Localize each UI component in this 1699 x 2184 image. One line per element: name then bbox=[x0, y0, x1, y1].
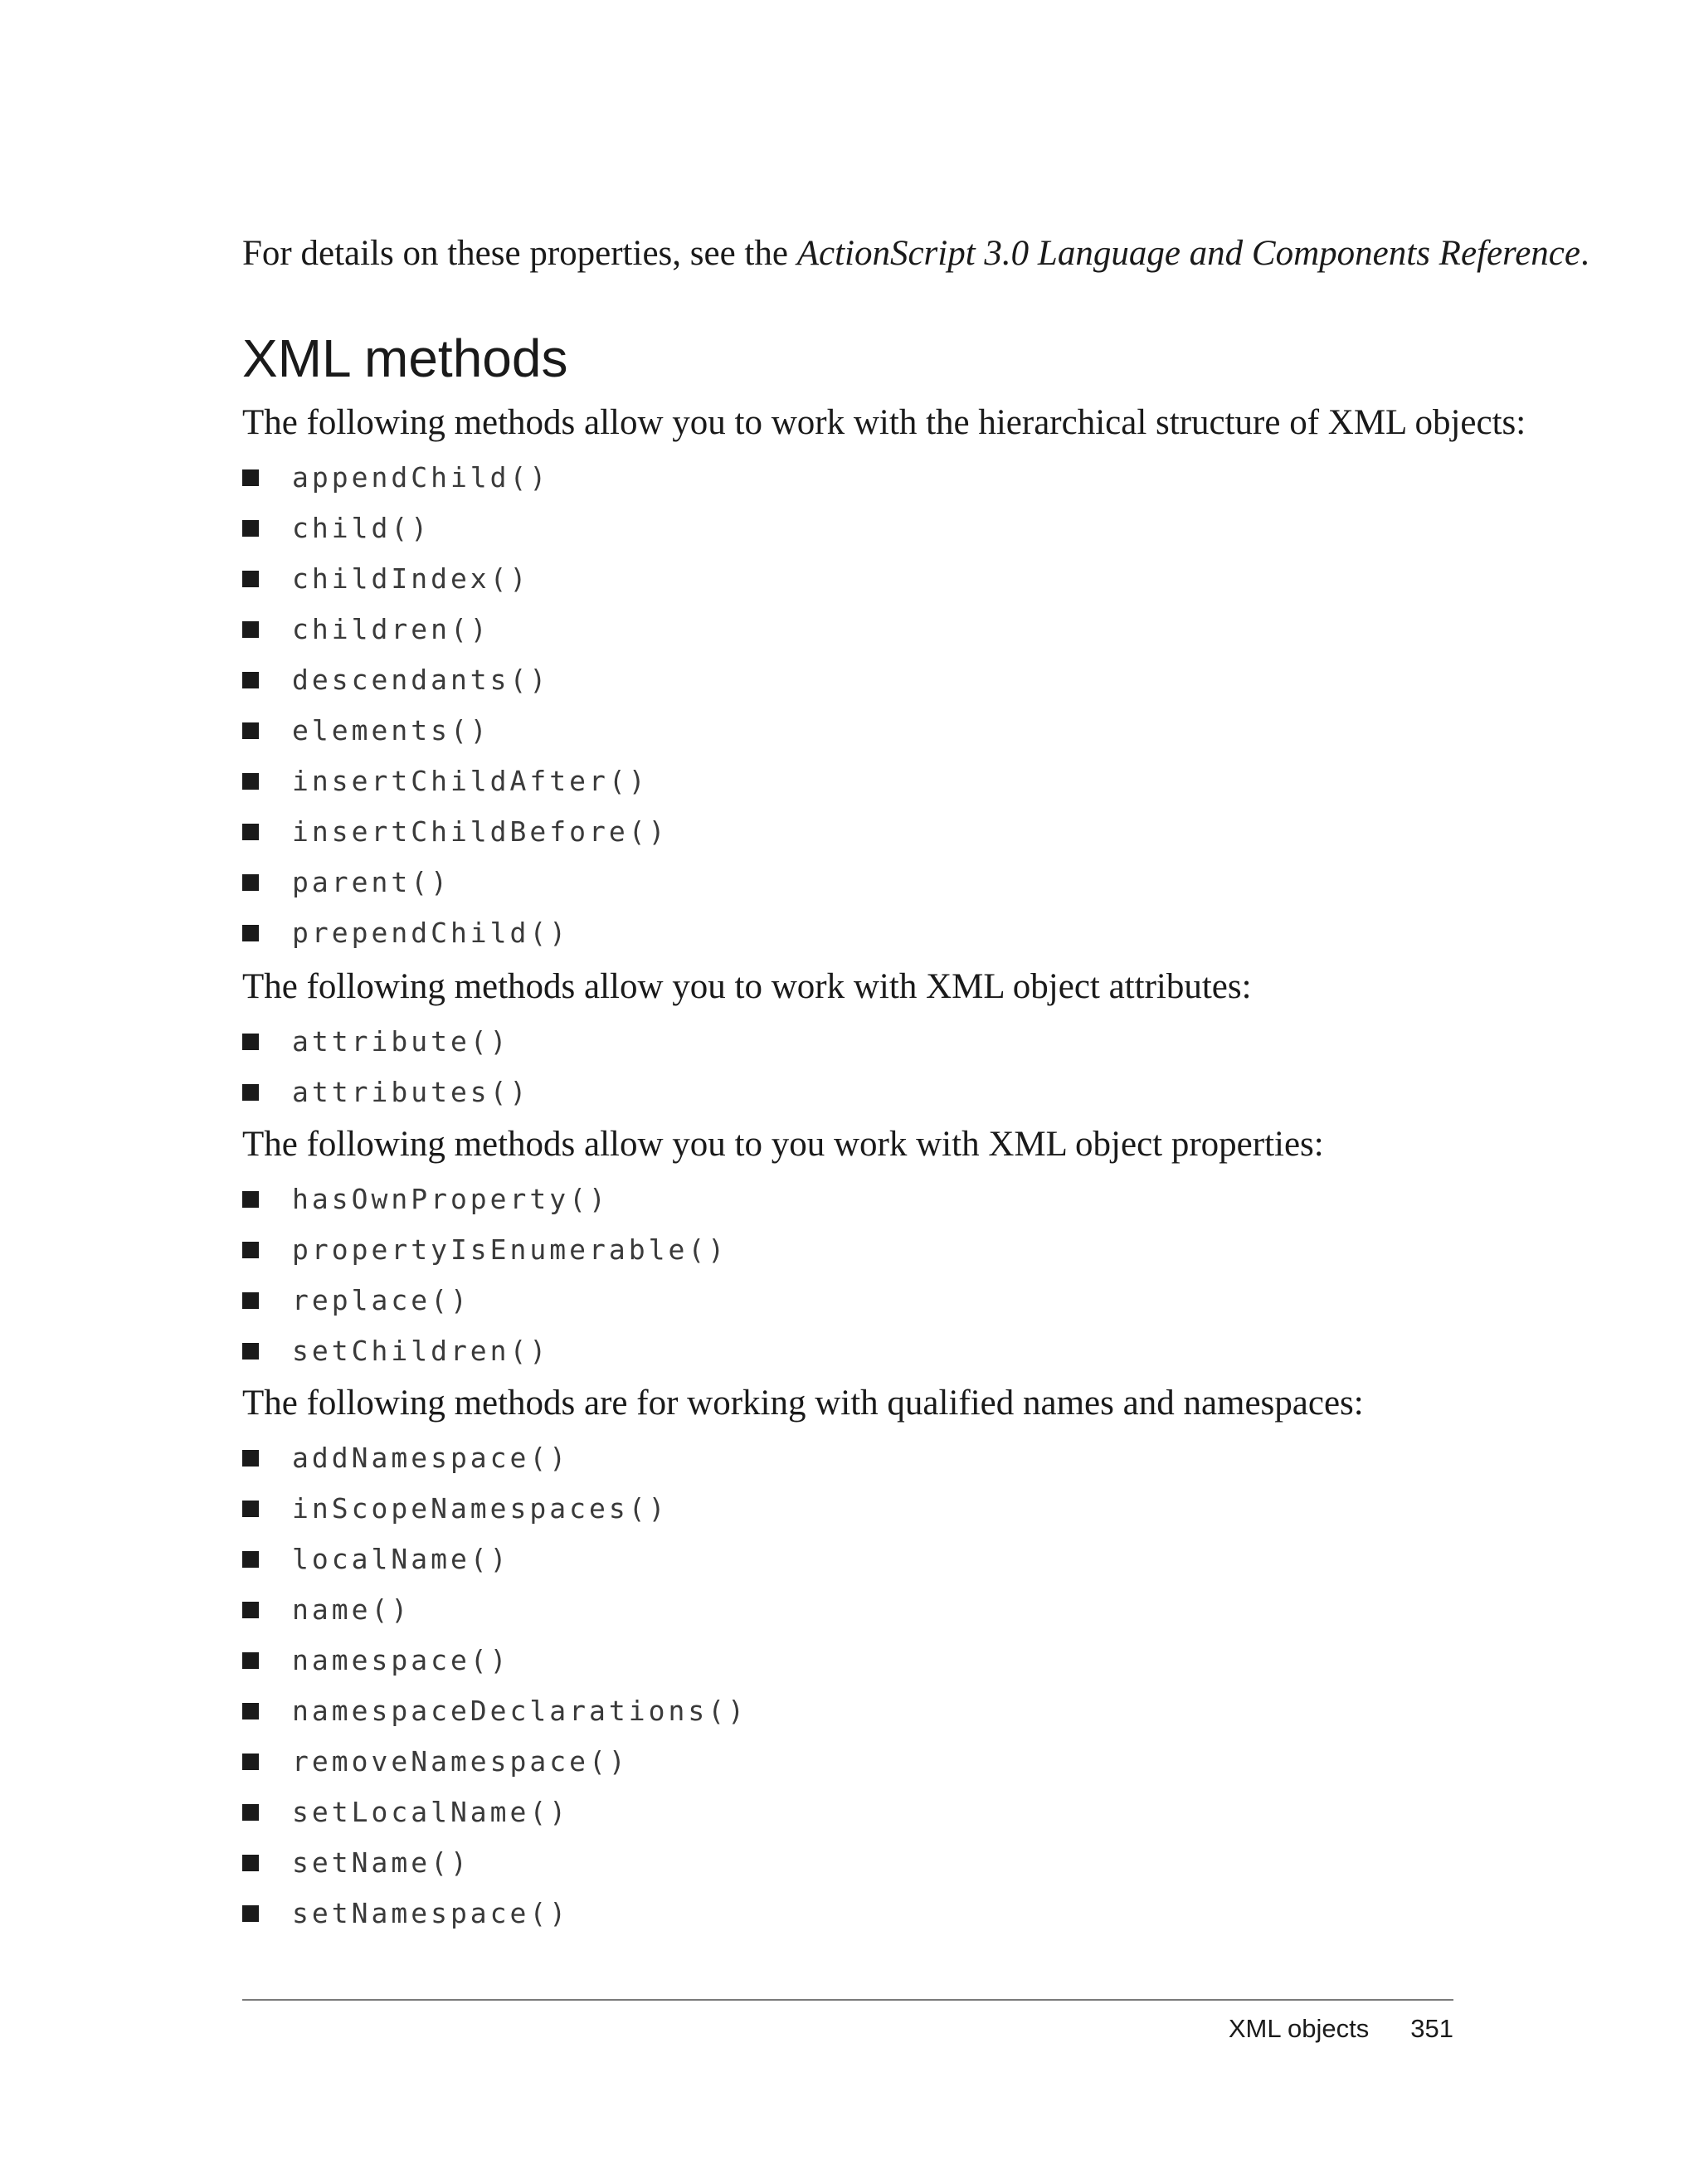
section-intro-hierarchy: The following methods allow you to work with the hierarchical structure of XML objects: bbox=[242, 403, 1526, 442]
method-name: setNamespace() bbox=[292, 1897, 570, 1929]
method-name: parent() bbox=[292, 866, 450, 898]
bullet-icon bbox=[242, 1084, 259, 1101]
list-item bbox=[242, 705, 669, 756]
method-name: attribute() bbox=[292, 1025, 510, 1058]
method-name: localName() bbox=[292, 1543, 510, 1575]
list-item bbox=[242, 553, 669, 604]
method-name: setLocalName() bbox=[292, 1796, 570, 1828]
bullet-icon bbox=[242, 1754, 259, 1770]
method-name: setChildren() bbox=[292, 1335, 550, 1367]
bullet-icon bbox=[242, 1602, 259, 1618]
intro-paragraph bbox=[242, 229, 1589, 279]
method-name: hasOwnProperty() bbox=[292, 1183, 609, 1215]
method-name: attributes() bbox=[292, 1076, 530, 1108]
page-number: 351 bbox=[1410, 2014, 1453, 2043]
list-item bbox=[242, 1837, 747, 1888]
method-name: insertChildAfter() bbox=[292, 765, 649, 797]
section-intro-properties: The following methods allow you to you work with XML object properties: bbox=[242, 1125, 1324, 1164]
page-footer bbox=[1229, 2011, 1453, 2047]
list-item bbox=[242, 806, 669, 857]
bullet-icon bbox=[242, 1551, 259, 1568]
bullet-icon bbox=[242, 1292, 259, 1309]
method-name: replace() bbox=[292, 1284, 470, 1316]
bullet-icon bbox=[242, 1855, 259, 1871]
bullet-icon bbox=[242, 1450, 259, 1467]
method-list-hierarchy bbox=[242, 452, 669, 958]
bullet-icon bbox=[242, 1703, 259, 1719]
section-heading: XML methods bbox=[242, 328, 568, 388]
list-item bbox=[242, 1685, 747, 1736]
bullet-icon bbox=[242, 1191, 259, 1208]
list-item bbox=[242, 452, 669, 503]
bullet-icon bbox=[242, 1242, 259, 1258]
list-item bbox=[242, 907, 669, 958]
bullet-icon bbox=[242, 672, 259, 688]
bullet-icon bbox=[242, 874, 259, 891]
list-item bbox=[242, 1432, 747, 1483]
list-item bbox=[242, 1534, 747, 1584]
method-name: setName() bbox=[292, 1846, 470, 1879]
list-item bbox=[242, 1016, 529, 1067]
method-name: name() bbox=[292, 1593, 411, 1626]
method-name: elements() bbox=[292, 714, 490, 747]
section-intro-attributes: The following methods allow you to work with XML object attributes: bbox=[242, 967, 1252, 1006]
footer-divider bbox=[242, 1999, 1453, 2001]
bullet-icon bbox=[242, 722, 259, 739]
bullet-icon bbox=[242, 1501, 259, 1517]
list-item bbox=[242, 1325, 728, 1376]
list-item bbox=[242, 604, 669, 654]
bullet-icon bbox=[242, 1905, 259, 1922]
bullet-icon bbox=[242, 469, 259, 486]
list-item bbox=[242, 1174, 728, 1224]
footer-section-title: XML objects bbox=[1228, 2014, 1370, 2043]
list-item bbox=[242, 1224, 728, 1275]
list-item bbox=[242, 857, 669, 907]
method-name: children() bbox=[292, 613, 490, 645]
bullet-icon bbox=[242, 621, 259, 638]
list-item bbox=[242, 1067, 529, 1117]
list-item bbox=[242, 1584, 747, 1635]
bullet-icon bbox=[242, 571, 259, 587]
list-item bbox=[242, 1736, 747, 1787]
bullet-icon bbox=[242, 1034, 259, 1050]
method-name: child() bbox=[292, 512, 431, 544]
reference-title: ActionScript 3.0 Language and Components Reference bbox=[796, 234, 1580, 273]
method-name: namespace() bbox=[292, 1644, 510, 1676]
list-item bbox=[242, 1275, 728, 1325]
method-name: insertChildBefore() bbox=[292, 815, 669, 848]
method-list-attributes bbox=[242, 1016, 529, 1117]
bullet-icon bbox=[242, 925, 259, 941]
method-name: prependChild() bbox=[292, 917, 570, 949]
method-name: childIndex() bbox=[292, 562, 530, 595]
intro-suffix: . bbox=[1580, 234, 1589, 273]
bullet-icon bbox=[242, 520, 259, 537]
list-item bbox=[242, 756, 669, 806]
bullet-icon bbox=[242, 824, 259, 840]
bullet-icon bbox=[242, 1804, 259, 1821]
list-item bbox=[242, 1787, 747, 1837]
method-name: propertyIsEnumerable() bbox=[292, 1233, 728, 1266]
method-list-namespaces bbox=[242, 1432, 747, 1938]
list-item bbox=[242, 1888, 747, 1938]
list-item bbox=[242, 654, 669, 705]
list-item bbox=[242, 1635, 747, 1685]
intro-prefix: For details on these properties, see the bbox=[242, 234, 797, 273]
method-name: addNamespace() bbox=[292, 1442, 570, 1474]
bullet-icon bbox=[242, 773, 259, 790]
list-item bbox=[242, 503, 669, 553]
method-list-properties bbox=[242, 1174, 728, 1376]
method-name: descendants() bbox=[292, 664, 550, 696]
method-name: inScopeNamespaces() bbox=[292, 1492, 669, 1525]
section-intro-namespaces: The following methods are for working with qualified names and namespaces: bbox=[242, 1384, 1364, 1423]
method-name: appendChild() bbox=[292, 461, 550, 494]
bullet-icon bbox=[242, 1652, 259, 1669]
method-name: namespaceDeclarations() bbox=[292, 1695, 747, 1727]
bullet-icon bbox=[242, 1343, 259, 1360]
method-name: removeNamespace() bbox=[292, 1745, 629, 1778]
list-item bbox=[242, 1483, 747, 1534]
